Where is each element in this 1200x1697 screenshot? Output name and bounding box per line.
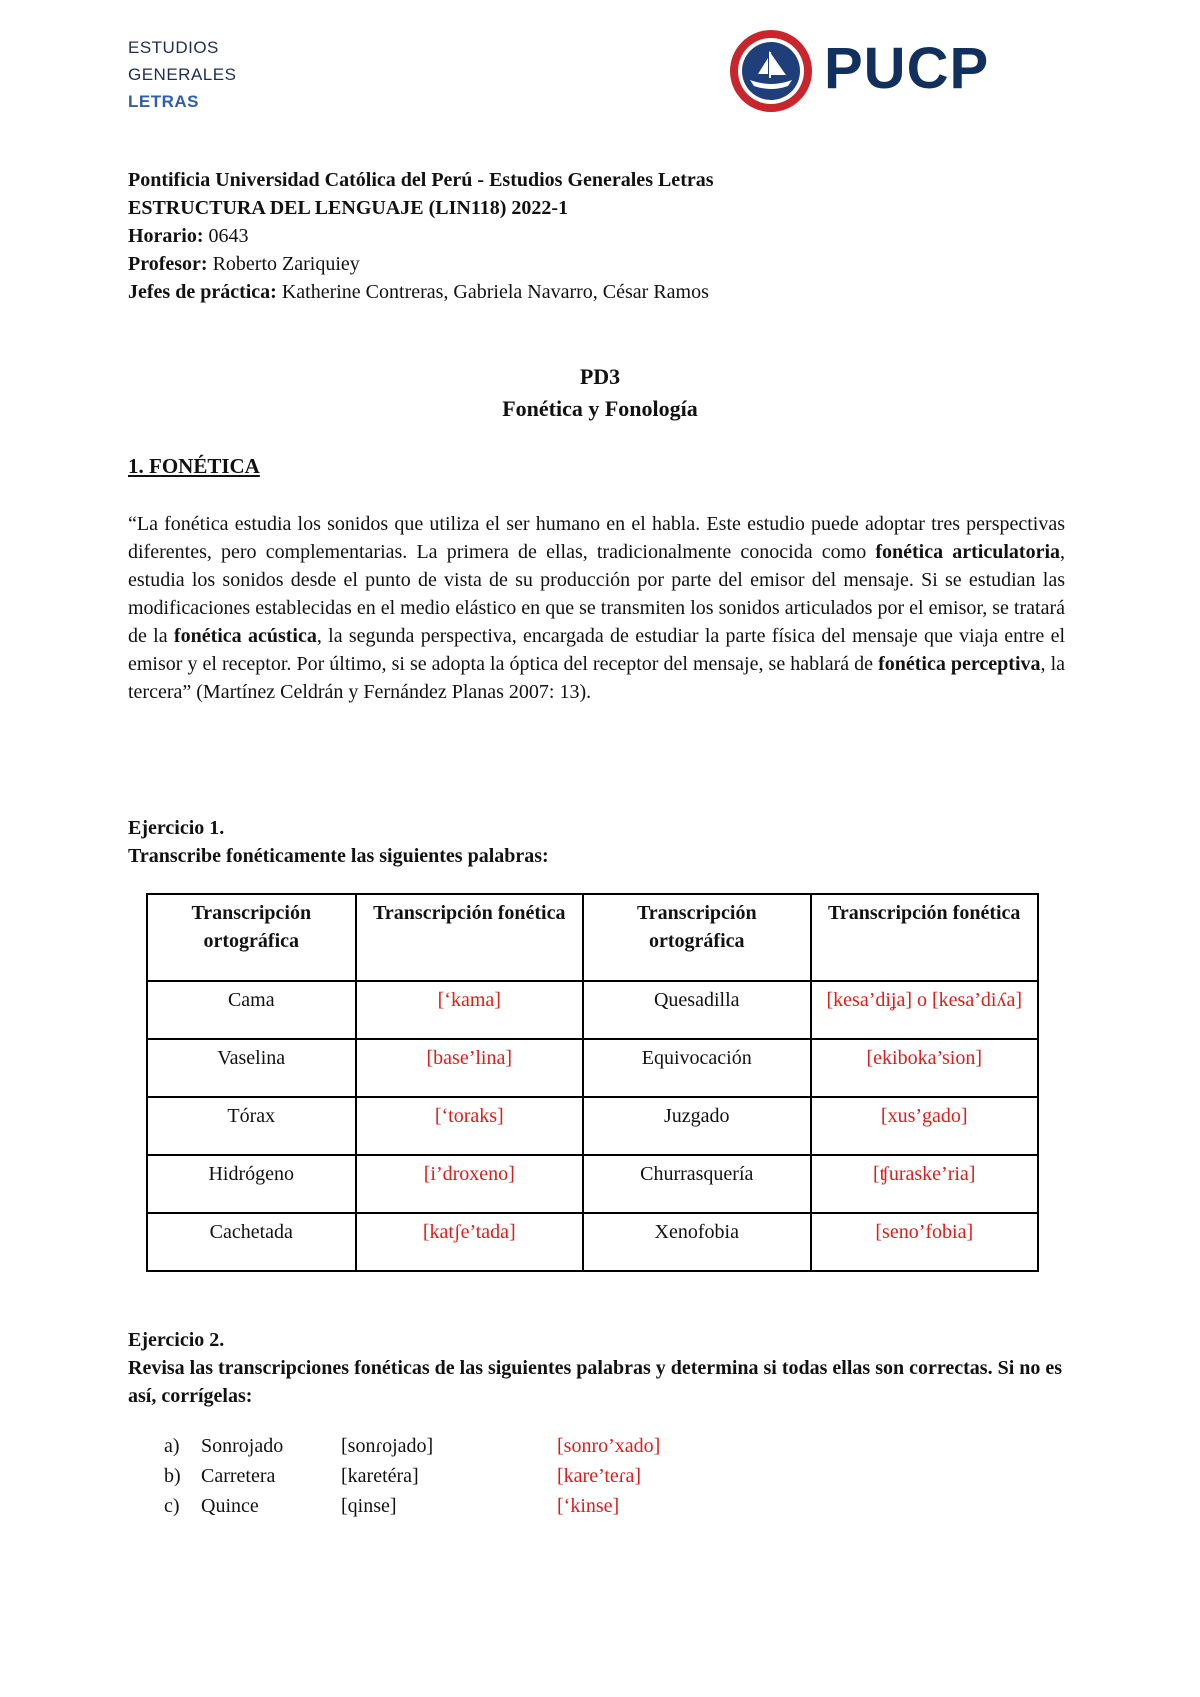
section-heading: 1. FONÉTICA — [128, 454, 260, 478]
ejercicio-2-instruction: Revisa las transcripciones fonéticas de las siguientes palabras y determina si todas ellas son correctas. Si no es así, corrígelas: — [128, 1357, 1063, 1407]
horario-line — [128, 222, 714, 250]
item-marker: a) — [164, 1435, 180, 1457]
cell-word: Churrasquería — [583, 1155, 810, 1213]
cell-transcription: [base’lina] — [356, 1039, 583, 1097]
logo-line-3: LETRAS — [128, 92, 199, 111]
pucp-wordmark: PUCP — [824, 36, 990, 101]
cell-word: Juzgado — [583, 1097, 810, 1155]
cell-word: Tórax — [147, 1097, 356, 1155]
list-item — [164, 1491, 660, 1521]
logo-line-2: GENERALES — [128, 65, 237, 84]
jefes-value: Katherine Contreras, Gabriela Navarro, César Ramos — [281, 281, 709, 303]
para-text-4: , la tercera” (Martínez Celdrán y Fernández Planas 2007: 13). — [128, 653, 1065, 703]
cell-word: Cachetada — [147, 1213, 356, 1271]
cell-word: Hidrógeno — [147, 1155, 356, 1213]
para-text-3: , la segunda perspectiva, encargada de estudiar la parte física del mensaje que viaja entre el emisor y el receptor. Por último, si se adopta la óptica del receptor del mensaje, se hablará de — [128, 625, 1066, 675]
item-given: [karetéra] — [341, 1465, 419, 1487]
cell-transcription: [seno’fobia] — [811, 1213, 1039, 1271]
item-given: [qinse] — [341, 1495, 397, 1517]
list-item — [164, 1431, 660, 1461]
transcription-table — [146, 893, 1039, 1272]
header-ortografica-1: Transcripción ortográfica — [147, 894, 356, 981]
horario-value: 0643 — [208, 225, 249, 247]
item-correct: [kare’teɾa] — [557, 1465, 642, 1487]
bold-acustica: fonética acústica — [173, 625, 317, 647]
profesor-label: Profesor: — [128, 253, 208, 275]
cell-transcription: [katʃe’tada] — [356, 1213, 583, 1271]
table-row — [147, 981, 1038, 1039]
bold-perceptiva: fonética perceptiva — [878, 653, 1041, 675]
item-word: Quince — [201, 1495, 259, 1517]
cell-word: Xenofobia — [583, 1213, 810, 1271]
cell-word: Cama — [147, 981, 356, 1039]
header-ortografica-2: Transcripción ortográfica — [583, 894, 810, 981]
cell-transcription: [xus’gado] — [811, 1097, 1039, 1155]
quote-paragraph — [128, 510, 1065, 706]
cell-word: Quesadilla — [583, 981, 810, 1039]
ejercicio-2-title: Ejercicio 2. — [128, 1329, 225, 1351]
table-row — [147, 1039, 1038, 1097]
table-header-row — [147, 894, 1038, 981]
cell-word: Equivocación — [583, 1039, 810, 1097]
item-given: [sonɾojado] — [341, 1435, 434, 1457]
horario-label: Horario: — [128, 225, 204, 247]
para-text-2: , estudia los sonidos desde el punto de vista de su producción por parte del emisor del mensaje. Si se estudian las modificaciones establecidas en el medio elástico en que se transmiten los sonidos articulados por el emisor, se tratará de la — [128, 541, 1066, 647]
table-row — [147, 1097, 1038, 1155]
item-correct: [sonro’xado] — [557, 1435, 661, 1457]
estudios-generales-logo — [128, 34, 236, 115]
header-fonetica-2: Transcripción fonética — [811, 894, 1039, 981]
jefes-line — [128, 278, 714, 306]
cell-word: Vaselina — [147, 1039, 356, 1097]
university-line: Pontificia Universidad Católica del Perú - Estudios Generales Letras — [128, 169, 714, 191]
item-marker: c) — [164, 1495, 180, 1517]
ejercicio-1-title: Ejercicio 1. — [128, 817, 225, 839]
jefes-label: Jefes de práctica: — [128, 281, 277, 303]
ejercicio-1-instruction: Transcribe fonéticamente las siguientes palabras: — [128, 845, 549, 867]
course-header — [128, 166, 714, 306]
table-row — [147, 1213, 1038, 1271]
cell-transcription: [i’droxeno] — [356, 1155, 583, 1213]
para-text-1: “La fonética estudia los sonidos que utiliza el ser humano en el habla. Este estudio puede adoptar tres perspectivas diferentes, pero complementarias. La primera de ellas, tradicionalmente conocida como — [128, 513, 1065, 563]
course-line: ESTRUCTURA DEL LENGUAJE (LIN118) 2022-1 — [128, 197, 569, 219]
list-item — [164, 1461, 660, 1491]
correction-list — [164, 1431, 660, 1521]
table-row — [147, 1155, 1038, 1213]
profesor-line — [128, 250, 714, 278]
header-fonetica-1: Transcripción fonética — [356, 894, 583, 981]
cell-transcription: [ekiboka’sion] — [811, 1039, 1039, 1097]
profesor-value: Roberto Zariquiey — [212, 253, 360, 275]
logo-line-1: ESTUDIOS — [128, 38, 219, 57]
cell-transcription: [kesa’diʝa] o [kesa’diʎa] — [811, 981, 1039, 1039]
document-title: PD3 — [579, 364, 621, 389]
item-marker: b) — [164, 1465, 181, 1487]
item-word: Carretera — [201, 1465, 276, 1487]
cell-transcription: [ʧuraske’ria] — [811, 1155, 1039, 1213]
pucp-seal-icon — [728, 28, 814, 114]
bold-articulatoria: fonética articulatoria — [875, 541, 1061, 563]
cell-transcription: [‘kama] — [356, 981, 583, 1039]
item-correct: [‘kinse] — [557, 1495, 620, 1517]
item-word: Sonrojado — [201, 1435, 284, 1457]
cell-transcription: [‘toraks] — [356, 1097, 583, 1155]
document-subtitle: Fonética y Fonología — [502, 396, 698, 421]
